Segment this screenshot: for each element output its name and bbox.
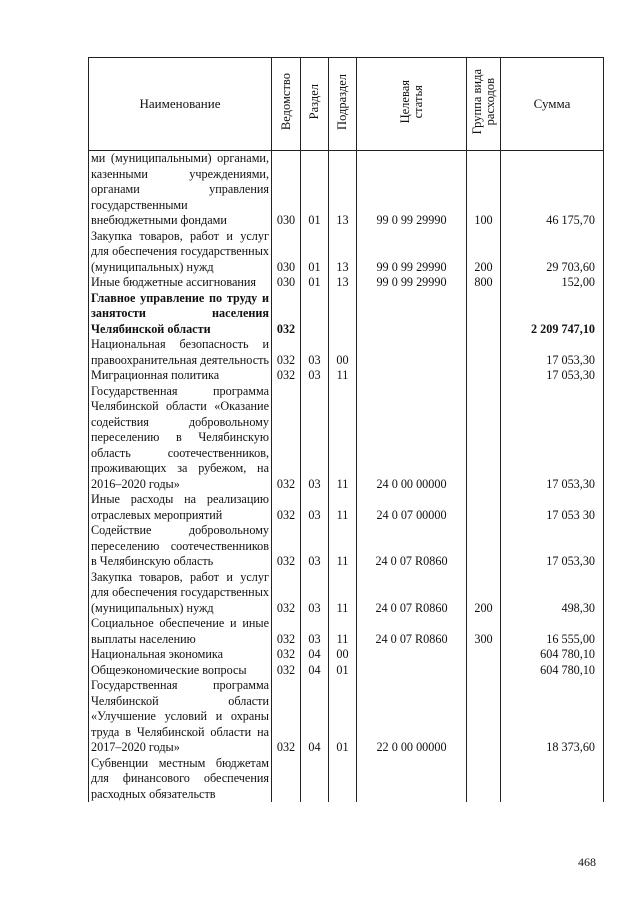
- cell-celevaya: [357, 368, 467, 384]
- cell-celevaya: 24 0 07 R0860: [357, 570, 467, 617]
- header-summa: Сумма: [501, 58, 604, 151]
- table-row: [89, 523, 604, 570]
- header-celevaya: [357, 58, 467, 151]
- cell-celevaya: 22 0 00 00000: [357, 678, 467, 756]
- header-razdel: [301, 58, 329, 151]
- cell-podrazdel: 11: [329, 368, 357, 384]
- cell-name: Закупка товаров, работ и услуг для обеспечения государственных (муниципальных) нужд: [89, 570, 272, 617]
- cell-celevaya: 99 0 99 29990: [357, 229, 467, 276]
- cell-celevaya: [357, 337, 467, 368]
- cell-name: Главное управление по труду и занятости населения Челябинской области: [89, 291, 272, 338]
- cell-vedomstvo: 030: [272, 151, 301, 229]
- header-vedomstvo: [272, 58, 301, 151]
- cell-celevaya: 99 0 99 29990: [357, 275, 467, 291]
- table-row: [89, 368, 604, 384]
- cell-podrazdel: 11: [329, 492, 357, 523]
- table-row: [89, 384, 604, 493]
- header-podrazdel-label: Подраздел: [335, 74, 349, 130]
- cell-celevaya: 99 0 99 29990: [357, 151, 467, 229]
- cell-vedomstvo: 032: [272, 291, 301, 338]
- table-row: [89, 570, 604, 617]
- table-body: [89, 151, 604, 803]
- table-row: [89, 616, 604, 647]
- cell-vedomstvo: 032: [272, 337, 301, 368]
- table-header-row: [89, 58, 604, 151]
- cell-name: ми (муниципальными) органами, казенными учреждениями, органами управления государственными внебюджетными фондами: [89, 151, 272, 229]
- cell-podrazdel: 13: [329, 151, 357, 229]
- cell-celevaya: [357, 663, 467, 679]
- cell-celevaya: 24 0 07 R0860: [357, 616, 467, 647]
- cell-summa: [501, 756, 604, 803]
- cell-vedomstvo: 030: [272, 229, 301, 276]
- cell-gruppa: [467, 647, 501, 663]
- header-podrazdel: [329, 58, 357, 151]
- cell-name: Миграционная политика: [89, 368, 272, 384]
- cell-celevaya: [357, 647, 467, 663]
- cell-vedomstvo: 032: [272, 384, 301, 493]
- cell-gruppa: [467, 291, 501, 338]
- cell-summa: 46 175,70: [501, 151, 604, 229]
- cell-vedomstvo: 032: [272, 570, 301, 617]
- cell-gruppa: 300: [467, 616, 501, 647]
- table-row: [89, 229, 604, 276]
- cell-vedomstvo: 032: [272, 492, 301, 523]
- cell-name: Общеэкономические вопросы: [89, 663, 272, 679]
- cell-podrazdel: 11: [329, 384, 357, 493]
- cell-summa: 17 053,30: [501, 523, 604, 570]
- cell-podrazdel: 01: [329, 678, 357, 756]
- cell-podrazdel: 11: [329, 570, 357, 617]
- cell-vedomstvo: 030: [272, 275, 301, 291]
- cell-celevaya: [357, 756, 467, 803]
- cell-gruppa: [467, 368, 501, 384]
- cell-razdel: 03: [301, 616, 329, 647]
- header-gruppa-label: Группа вида расходов: [469, 69, 497, 135]
- cell-podrazdel: 00: [329, 337, 357, 368]
- cell-gruppa: [467, 384, 501, 493]
- cell-podrazdel: 11: [329, 523, 357, 570]
- cell-gruppa: 800: [467, 275, 501, 291]
- table-row: [89, 275, 604, 291]
- cell-razdel: 04: [301, 647, 329, 663]
- cell-vedomstvo: 032: [272, 368, 301, 384]
- page-number: 468: [578, 855, 596, 869]
- header-vedomstvo-label: Ведомство: [278, 73, 293, 131]
- cell-vedomstvo: 032: [272, 523, 301, 570]
- cell-gruppa: [467, 337, 501, 368]
- cell-gruppa: 200: [467, 570, 501, 617]
- cell-celevaya: 24 0 00 00000: [357, 384, 467, 493]
- cell-name: Иные бюджетные ассигнования: [89, 275, 272, 291]
- header-name: Наименование: [89, 58, 272, 151]
- cell-razdel: [301, 756, 329, 803]
- cell-podrazdel: [329, 756, 357, 803]
- cell-gruppa: [467, 663, 501, 679]
- cell-name: Национальная экономика: [89, 647, 272, 663]
- cell-razdel: 03: [301, 523, 329, 570]
- cell-summa: 29 703,60: [501, 229, 604, 276]
- cell-razdel: 03: [301, 384, 329, 493]
- table-row: [89, 647, 604, 663]
- cell-vedomstvo: [272, 756, 301, 803]
- table-row: [89, 663, 604, 679]
- cell-razdel: 03: [301, 337, 329, 368]
- cell-gruppa: 200: [467, 229, 501, 276]
- cell-summa: 17 053,30: [501, 337, 604, 368]
- cell-summa: 17 053,30: [501, 384, 604, 493]
- cell-name: Социальное обеспечение и иные выплаты населению: [89, 616, 272, 647]
- header-gruppa: [467, 58, 501, 151]
- table-row: [89, 678, 604, 756]
- cell-name: Государственная программа Челябинской области «Улучшение условий и охраны труда в Челябинской области на 2017–2020 годы»: [89, 678, 272, 756]
- cell-celevaya: [357, 291, 467, 338]
- cell-summa: 152,00: [501, 275, 604, 291]
- cell-vedomstvo: 032: [272, 647, 301, 663]
- cell-razdel: 03: [301, 368, 329, 384]
- cell-summa: 498,30: [501, 570, 604, 617]
- cell-gruppa: 100: [467, 151, 501, 229]
- cell-name: Государственная программа Челябинской области «Оказание содействия добровольному переселению в Челябинскую область соотечественников, проживающих за рубежом, на 2016–2020 годы»: [89, 384, 272, 493]
- cell-summa: 17 053,30: [501, 368, 604, 384]
- cell-gruppa: [467, 523, 501, 570]
- cell-vedomstvo: 032: [272, 616, 301, 647]
- table-row: [89, 492, 604, 523]
- cell-vedomstvo: 032: [272, 663, 301, 679]
- cell-razdel: 01: [301, 229, 329, 276]
- header-razdel-label: Раздел: [307, 84, 321, 120]
- table-row: [89, 756, 604, 803]
- cell-name: Национальная безопасность и правоохранительная деятельность: [89, 337, 272, 368]
- cell-summa: 2 209 747,10: [501, 291, 604, 338]
- cell-summa: 604 780,10: [501, 647, 604, 663]
- table-row: [89, 337, 604, 368]
- cell-podrazdel: 13: [329, 275, 357, 291]
- cell-razdel: 03: [301, 492, 329, 523]
- cell-podrazdel: 13: [329, 229, 357, 276]
- cell-summa: 604 780,10: [501, 663, 604, 679]
- cell-razdel: 04: [301, 663, 329, 679]
- cell-gruppa: [467, 678, 501, 756]
- cell-gruppa: [467, 756, 501, 803]
- cell-podrazdel: 11: [329, 616, 357, 647]
- cell-gruppa: [467, 492, 501, 523]
- cell-razdel: 03: [301, 570, 329, 617]
- cell-celevaya: 24 0 07 R0860: [357, 523, 467, 570]
- cell-razdel: [301, 291, 329, 338]
- cell-podrazdel: 01: [329, 663, 357, 679]
- cell-podrazdel: 00: [329, 647, 357, 663]
- cell-podrazdel: [329, 291, 357, 338]
- cell-summa: 18 373,60: [501, 678, 604, 756]
- table-row: [89, 151, 604, 229]
- cell-summa: 17 053 30: [501, 492, 604, 523]
- cell-summa: 16 555,00: [501, 616, 604, 647]
- cell-razdel: 01: [301, 151, 329, 229]
- cell-name: Закупка товаров, работ и услуг для обеспечения государственных (муниципальных) нужд: [89, 229, 272, 276]
- table-row: [89, 291, 604, 338]
- cell-razdel: 04: [301, 678, 329, 756]
- cell-name: Иные расходы на реализацию отраслевых мероприятий: [89, 492, 272, 523]
- cell-name: Содействие добровольному переселению соотечественников в Челябинскую область: [89, 523, 272, 570]
- budget-table: [88, 57, 604, 802]
- cell-vedomstvo: 032: [272, 678, 301, 756]
- cell-razdel: 01: [301, 275, 329, 291]
- cell-name: Субвенции местным бюджетам для финансового обеспечения расходных обязательств: [89, 756, 272, 803]
- cell-celevaya: 24 0 07 00000: [357, 492, 467, 523]
- header-celevaya-label: Целевая статья: [397, 80, 425, 124]
